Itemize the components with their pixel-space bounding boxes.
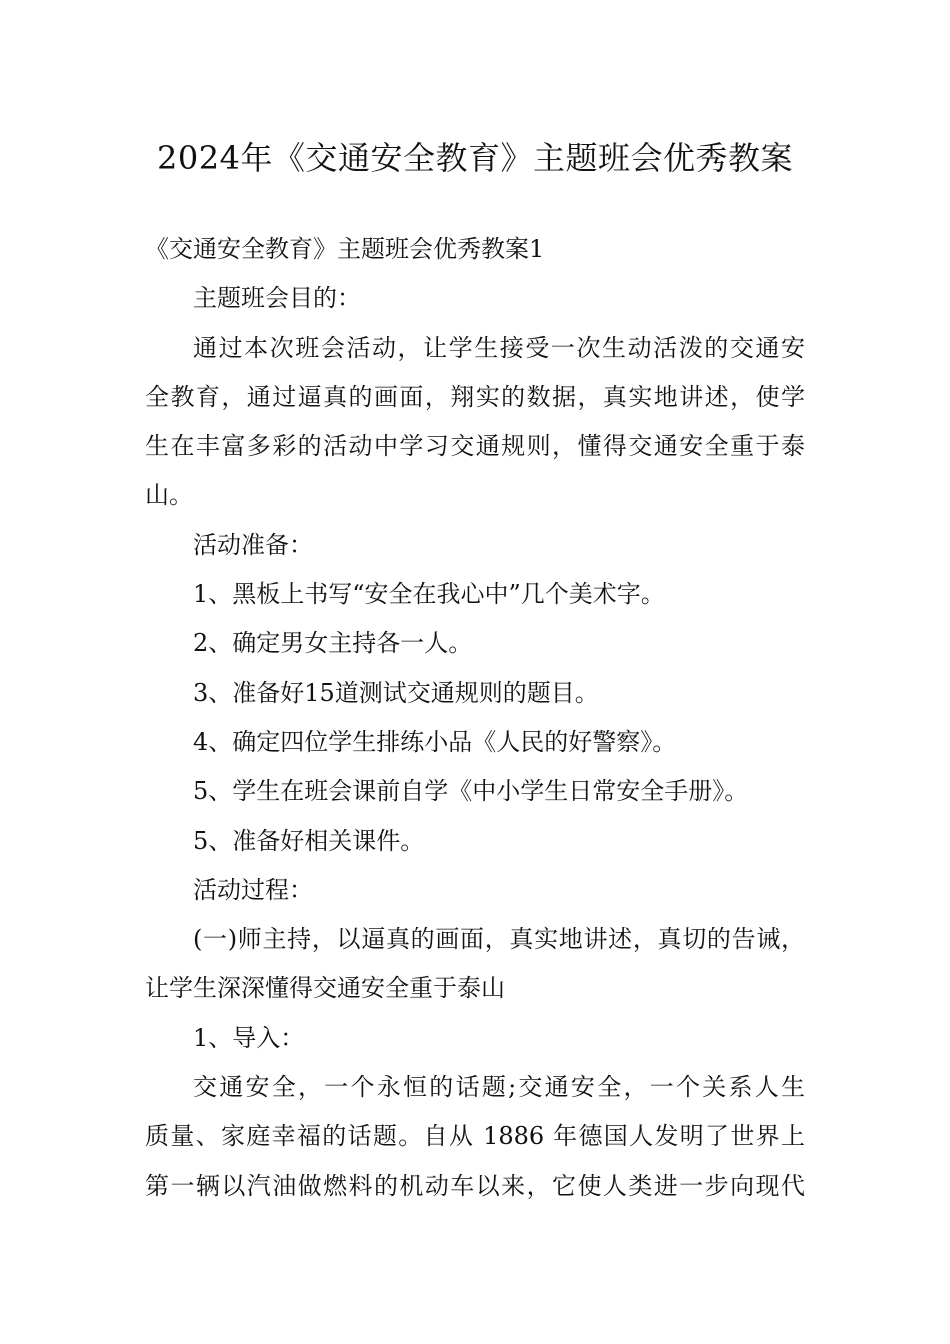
paragraph-line: 通过本次班会活动，让学生接受一次生动活泼的交通安 [193,333,805,362]
list-item: 5、准备好相关课件。 [193,826,425,855]
paragraph-line: (一)师主持，以逼真的画面，真实地讲述，真切的告诫， [193,925,805,954]
subheading-purpose: 主题班会目的： [193,284,361,313]
document-body [145,225,805,1211]
document-title: 2024年《交通安全教育》主题班会优秀教案 [157,139,793,177]
paragraph-line: 生在丰富多彩的活动中学习交通规则，懂得交通安全重于泰 [145,432,805,461]
list-item: 4、确定四位学生排练小品《人民的好警察》。 [193,727,677,756]
list-item: 1、黑板上书写“安全在我心中”几个美术字。 [193,580,665,609]
list-item: 3、准备好15道测试交通规则的题目。 [193,678,599,707]
paragraph-line: 全教育，通过逼真的画面，翔实的数据，真实地讲述，使学 [145,382,805,411]
paragraph-line: 山。 [145,481,193,510]
list-item: 5、学生在班会课前自学《中小学生日常安全手册》。 [193,777,749,806]
paragraph-line: 第一辆以汽油做燃料的机动车以来，它使人类进一步向现代 [145,1171,805,1200]
list-item: 2、确定男女主持各一人。 [193,629,473,658]
subheading-intro: 1、导入： [193,1023,305,1052]
paragraph-line: 交通安全，一个永恒的话题;交通安全，一个关系人生 [193,1073,805,1102]
paragraph-line: 让学生深深懂得交通安全重于泰山 [145,974,505,1003]
section-heading: 《交通安全教育》主题班会优秀教案1 [145,235,545,263]
subheading-process: 活动过程： [193,875,313,904]
paragraph-line: 质量、家庭幸福的话题。自从 1886 年德国人发明了世界上 [145,1122,805,1151]
subheading-preparation: 活动准备： [193,530,313,559]
